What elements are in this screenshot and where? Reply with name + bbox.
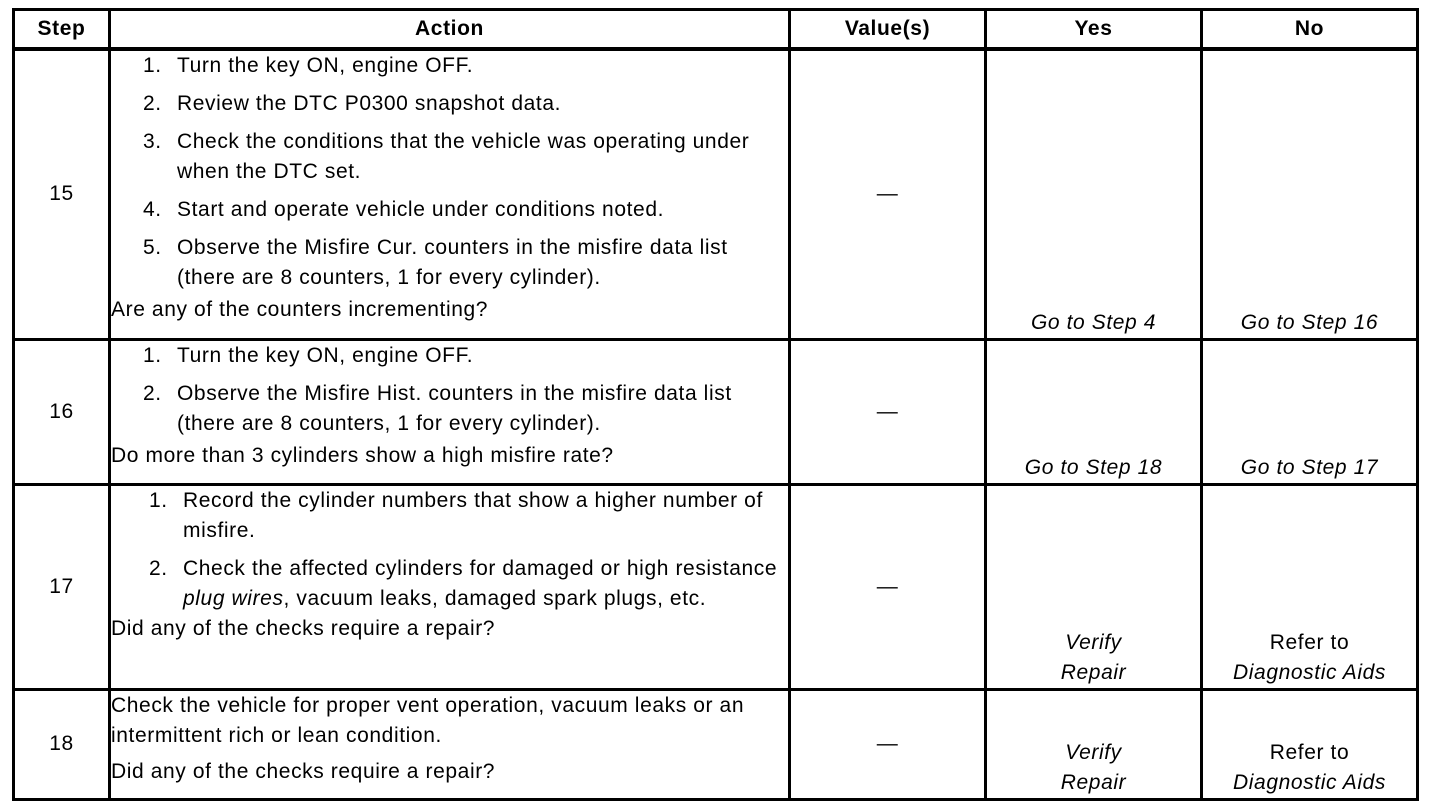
step-number: 16 [14, 339, 110, 484]
action-item: 3. Check the conditions that the vehicle was operating under when the DTC set. [143, 130, 750, 183]
action-question: Are any of the counters incrementing? [111, 298, 489, 321]
yes-cell: Verify Repair [986, 689, 1202, 799]
step-number: 17 [14, 484, 110, 689]
header-row [14, 10, 1418, 50]
header-yes: Yes [986, 10, 1202, 50]
table-row-step-17 [14, 484, 1418, 689]
value-cell: — [790, 689, 986, 799]
table-row-step-16 [14, 339, 1418, 484]
value-cell: — [790, 484, 986, 689]
step-number: 15 [14, 49, 110, 339]
action-item: 4. Start and operate vehicle under conditions noted. [143, 198, 665, 221]
table-row-step-18 [14, 689, 1418, 799]
header-action: Action [110, 10, 790, 50]
action-list [111, 486, 788, 614]
yes-cell: Go to Step 18 [986, 339, 1202, 484]
action-question: Did any of the checks require a repair? [111, 616, 496, 640]
header-no: No [1202, 10, 1418, 50]
action-paragraph: Check the vehicle for proper vent operation, vacuum leaks or an intermittent rich or lean condition. [111, 693, 745, 747]
no-cell: Refer to Diagnostic Aids [1202, 689, 1418, 799]
step-number: 18 [14, 689, 110, 799]
action-cell [110, 689, 790, 799]
header-step: Step [14, 10, 110, 50]
yes-cell: Verify Repair [986, 484, 1202, 689]
action-cell [110, 49, 790, 339]
action-list [111, 341, 788, 439]
no-cell: Go to Step 17 [1202, 339, 1418, 484]
action-item: 2. Review the DTC P0300 snapshot data. [143, 92, 562, 115]
action-question: Do more than 3 cylinders show a high misfire rate? [111, 443, 614, 467]
action-item: 1. Turn the key ON, engine OFF. [143, 54, 474, 77]
yes-cell: Go to Step 4 [986, 49, 1202, 339]
action-item: 5. Observe the Misfire Cur. counters in the misfire data list (there are 8 counters, 1 for every cylinder). [143, 236, 728, 289]
action-cell [110, 484, 790, 689]
action-item: 2. Observe the Misfire Hist. counters in the misfire data list (there are 8 counters, 1 for every cylinder). [143, 381, 732, 435]
action-item: 2. Check the affected cylinders for damaged or high resistance plug wires, vacuum leaks, damaged spark plugs, etc. [149, 556, 778, 610]
no-cell: Refer to Diagnostic Aids [1202, 484, 1418, 689]
action-question: Did any of the checks require a repair? [111, 759, 496, 783]
value-cell: — [790, 49, 986, 339]
header-values: Value(s) [790, 10, 986, 50]
value-cell: — [790, 339, 986, 484]
no-cell: Go to Step 16 [1202, 49, 1418, 339]
action-item: 1. Turn the key ON, engine OFF. [143, 343, 474, 367]
action-list [111, 51, 788, 293]
action-item: 1. Record the cylinder numbers that show a higher number of misfire. [149, 488, 763, 542]
diagnostic-table [12, 8, 1419, 801]
table-row-step-15 [14, 49, 1418, 339]
action-cell [110, 339, 790, 484]
